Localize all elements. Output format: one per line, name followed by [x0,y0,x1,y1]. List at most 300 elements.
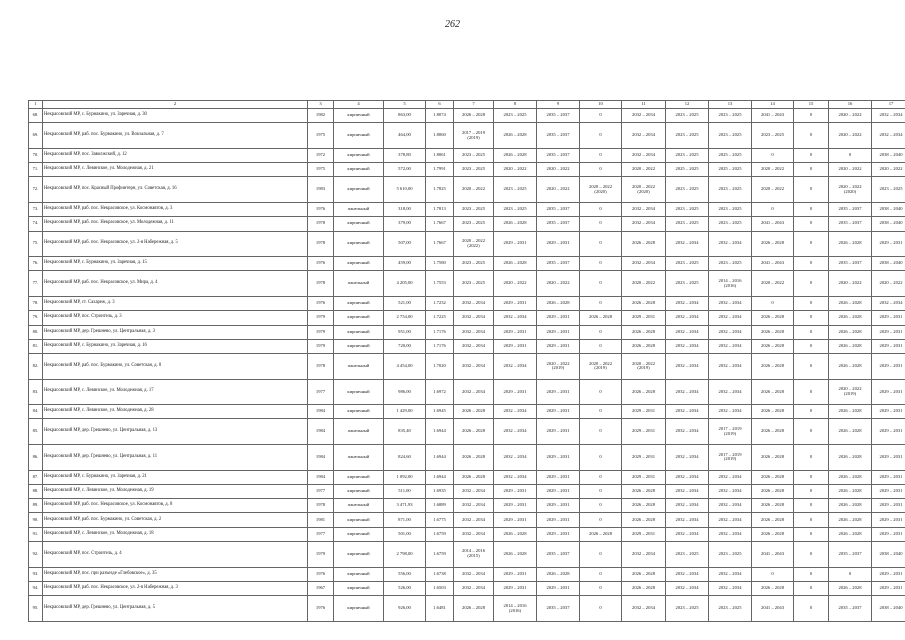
table-cell: 2023 – 2025 [494,202,537,216]
table-cell: 2032 – 2034 [709,499,752,513]
table-cell: 1967 [308,581,334,595]
row-number: 70. [29,148,43,162]
table-cell: 2026 – 2028 [454,470,494,484]
table-cell: 2029 – 2031 [872,339,905,353]
table-cell: 2032 – 2034 [709,513,752,527]
table-cell: 2032 – 2034 [622,109,666,123]
row-number: 73. [29,202,43,216]
table-cell: 0 [580,470,622,484]
table-cell: 2020 – 2022 [872,163,905,177]
table-cell: 2032 – 2034 [494,405,537,419]
table-cell: 2029 – 2031 [872,499,905,513]
table-cell: 1.7667 [426,231,454,257]
table-cell: 0 [794,231,829,257]
table-row [29,405,905,419]
table-cell: панельный [334,499,384,513]
table-cell: 2023 – 2025 [666,109,709,123]
table-cell: 2026 – 2028 [622,231,666,257]
table-cell: 2026 – 2028 [829,405,872,419]
table-cell: 1.6775 [426,513,454,527]
table-cell: 2029 – 2031 [872,325,905,339]
table-cell: 2029 – 2031 [872,513,905,527]
table-cell: 2029 – 2031 [537,484,580,498]
table-cell: 2032 – 2034 [494,445,537,471]
header-cell: 15 [794,101,829,109]
table-cell: 1.7225 [426,311,454,325]
table-cell: 2032 – 2034 [622,542,666,568]
table-cell: панельный [334,271,384,297]
table-cell: 2026 – 2028 [494,217,537,231]
table-cell: кирпичный [334,405,384,419]
table-cell: 2029 – 2031 [494,484,537,498]
table-cell: 2038 – 2040 [872,542,905,568]
table-cell: 0 [794,405,829,419]
table-cell: 0 [794,123,829,149]
table-cell: кирпичный [334,513,384,527]
row-number: 92. [29,542,43,568]
table-cell: 2023 – 2025 [454,217,494,231]
table-cell: 379,00 [384,217,426,231]
table-cell: 2020 – 2022 (2019) [580,354,622,380]
table-cell: 0 [752,148,794,162]
table-cell: 2029 – 2031 [872,470,905,484]
table-cell: 2020 – 2022 [622,163,666,177]
table-cell: 2026 – 2028 [829,470,872,484]
table-cell: 526,00 [384,581,426,595]
table-cell: панельный [334,445,384,471]
table-cell: 2029 – 2031 [872,484,905,498]
table-cell: 2032 – 2034 [454,581,494,595]
table-cell: 1984 [308,405,334,419]
page-number: 262 [445,19,460,30]
table-cell: 1976 [308,202,334,216]
table-cell: 1977 [308,527,334,541]
table-cell: 2035 – 2037 [537,109,580,123]
table-cell: 2029 – 2031 [537,513,580,527]
table-cell: 0 [794,109,829,123]
header-cell: 1 [29,101,43,109]
address-cell: Некрасовский МР, ст. Сахареж, д. 3 [43,296,308,310]
table-cell: 2026 – 2028 [454,109,494,123]
table-cell: 1.6738 [426,567,454,581]
table-cell: 1983 [308,177,334,203]
table-cell: 824,60 [384,445,426,471]
table-cell: 2026 – 2028 [752,339,794,353]
table-row [29,445,905,471]
address-cell: Некрасовский МР, раб. пос. Бурмакино, ул. Вокзальная, д. 7 [43,123,308,149]
table-cell: 1.7580 [426,257,454,271]
table-cell: 1.8074 [426,109,454,123]
table-cell: 2023 – 2025 [709,542,752,568]
table-cell: 2029 – 2031 [494,379,537,405]
table-cell: 2035 – 2037 [537,217,580,231]
table-row [29,527,905,541]
table-cell: 2032 – 2034 [622,257,666,271]
table-cell: 2020 – 2022 [454,177,494,203]
table-cell: 2032 – 2034 [454,484,494,498]
table-cell: 1.7232 [426,296,454,310]
table-cell: 0 [794,379,829,405]
row-number: 87. [29,470,43,484]
table-cell: 2026 – 2028 [622,567,666,581]
table-cell: 2029 – 2031 [537,325,580,339]
table-cell: 378,80 [384,148,426,162]
address-cell: Некрасовский МР, раб. пос. Некрасовское, ул. 2-я Набережная, д. 5 [43,231,308,257]
header-cell: 12 [666,101,709,109]
table-cell: 2032 – 2034 [709,311,752,325]
table-cell: 2026 – 2028 [494,527,537,541]
table-cell: 2032 – 2034 [494,311,537,325]
table-cell: 2026 – 2028 [537,296,580,310]
table-cell: 2026 – 2028 [622,325,666,339]
table-cell: 0 [580,596,622,622]
table-cell: 2025 – 2025 [709,148,752,162]
table-cell: кирпичный [334,379,384,405]
table-cell: 0 [580,513,622,527]
table-cell: 1975 [308,163,334,177]
table-cell: 2026 – 2028 [494,148,537,162]
table-cell: 0 [580,123,622,149]
table-cell: 0 [794,354,829,380]
header-cell: 4 [334,101,384,109]
table-cell: 986,00 [384,379,426,405]
table-cell: 2023 – 2025 [454,257,494,271]
table-cell: 2029 – 2031 [872,445,905,471]
row-number: 81. [29,339,43,353]
table-row [29,354,905,380]
table-cell: 2035 – 2037 [537,148,580,162]
table-row [29,484,905,498]
row-number: 90. [29,513,43,527]
address-cell: Некрасовский МР, раб. пос. Некрасовское, ул. Мира, д. 4 [43,271,308,297]
header-cell: 13 [709,101,752,109]
header-cell: 2 [43,101,308,109]
table-row [29,296,905,310]
table-cell: 572,00 [384,163,426,177]
table-row [29,499,905,513]
table-cell: 2032 – 2034 [709,581,752,595]
header-cell: 10 [580,101,622,109]
table-cell: 1.6481 [426,596,454,622]
table-cell: 0 [580,271,622,297]
table-cell: 2026 – 2028 [622,339,666,353]
table-cell: 2020 – 2022 (2019) [829,379,872,405]
table-row [29,109,905,123]
table-cell: 2032 – 2034 [454,499,494,513]
table-cell: 1976 [308,296,334,310]
table-cell: кирпичный [334,311,384,325]
address-cell: Некрасовский МР, раб. пос. Некрасовское, ул. Космонавтов, д. 3 [43,202,308,216]
address-cell: Некрасовский МР, пос. при разъезде «Глебовское», д. 35 [43,567,308,581]
row-number: 79. [29,311,43,325]
table-cell: 2032 – 2034 [872,296,905,310]
table-row [29,325,905,339]
table-row [29,123,905,149]
table-cell: 318,00 [384,202,426,216]
table-cell: 0 [794,202,829,216]
table-cell: 2029 – 2031 [494,339,537,353]
table-cell: 1978 [308,354,334,380]
table-cell: 1978 [308,499,334,513]
table-cell: 2038 – 2040 [872,257,905,271]
table-cell: 2038 – 2040 [872,217,905,231]
table-cell: 2035 – 2037 [829,257,872,271]
table-cell: 0 [794,470,829,484]
table-cell: 0 [794,542,829,568]
address-cell: Некрасовский МР, раб. пос. Некрасовское, ул. 2-я Набережная, д. 3 [43,581,308,595]
table-cell: 2026 – 2028 [829,513,872,527]
table-cell: 0 [794,325,829,339]
table-cell: 2020 – 2022 [752,163,794,177]
table-cell: 2020 – 2022 [829,123,872,149]
table-cell: 2032 – 2034 [666,311,709,325]
table-cell: кирпичный [334,581,384,595]
table-row [29,148,905,162]
table-cell: 1979 [308,325,334,339]
table-cell: 0 [794,445,829,471]
row-number: 82. [29,354,43,380]
row-number: 93. [29,567,43,581]
table-cell: 2023 – 2025 [666,177,709,203]
header-cell: 17 [872,101,905,109]
table-cell: 2026 – 2028 [752,527,794,541]
table-cell: 1977 [308,484,334,498]
table-cell: панельный [334,419,384,445]
table-cell: 926,00 [384,596,426,622]
table-cell: 1978 [308,271,334,297]
table-cell: 2038 – 2040 [872,202,905,216]
table-cell: 0 [794,513,829,527]
table-cell: 2020 – 2022 (2019) [622,354,666,380]
table-row [29,257,905,271]
table-cell: 0 [794,217,829,231]
table-cell: 2035 – 2037 [537,257,580,271]
table-row [29,311,905,325]
table-cell: 951,00 [384,325,426,339]
table-cell: 2023 – 2025 [709,596,752,622]
table-cell: 2029 – 2031 [494,296,537,310]
table-cell: 2020 – 2022 [537,163,580,177]
table-cell: 2032 – 2034 [494,470,537,484]
row-number: 72. [29,177,43,203]
table-cell: 0 [580,202,622,216]
table-cell: 1.6503 [426,581,454,595]
table-cell: 2032 – 2034 [454,311,494,325]
table-cell: 2029 – 2031 [872,567,905,581]
table-cell: 2026 – 2028 [752,499,794,513]
table-cell: 2020 – 2022 (2020) [829,177,872,203]
table-cell: 1976 [308,567,334,581]
header-cell: 5 [384,101,426,109]
table-cell: 2026 – 2028 [494,257,537,271]
table-cell: 2035 – 2037 [537,202,580,216]
header-cell: 9 [537,101,580,109]
address-cell: Некрасовский МР, с. Левинское, ул. Молодежная, д. 19 [43,484,308,498]
table-cell: 1.7667 [426,217,454,231]
table-cell: 2026 – 2028 [752,581,794,595]
table-row [29,339,905,353]
address-cell: Некрасовский МР, с. Левинское, ул. Молодежная, д. 18 [43,527,308,541]
table-cell: 0 [580,405,622,419]
table-cell: 2023 – 2025 [752,123,794,149]
table-cell: 2029 – 2031 [872,231,905,257]
address-cell: Некрасовский МР, раб. пос. Бурмакино, ул. Советская, д. 2 [43,513,308,527]
table-cell: 4 205,00 [384,271,426,297]
table-cell: кирпичный [334,567,384,581]
header-row [29,101,905,109]
table-cell: 2029 – 2031 [872,581,905,595]
table-cell: 2023 – 2025 [666,271,709,297]
table-cell: 2026 – 2028 [752,470,794,484]
table-cell: 2023 – 2025 [709,217,752,231]
row-number: 83. [29,379,43,405]
table-cell: 1.7825 [426,177,454,203]
table-cell: 0 [580,325,622,339]
table-cell: 2020 – 2022 [829,163,872,177]
address-cell: Некрасовский МР, пос. Строитель, д. 4 [43,542,308,568]
table-cell: 2032 – 2034 [666,325,709,339]
table-cell: 2029 – 2031 [872,354,905,380]
table-cell: 2032 – 2034 [872,109,905,123]
table-row [29,513,905,527]
table-cell: 2035 – 2037 [829,542,872,568]
table-cell: 2023 – 2025 [709,177,752,203]
address-cell: Некрасовский МР, с. Бурмакино, ул. Заречная, д. 30 [43,109,308,123]
row-number: 95. [29,596,43,622]
table-cell: 1.6944 [426,419,454,445]
table-cell: 2032 – 2034 [709,567,752,581]
table-cell: 2020 – 2022 (2022) [454,231,494,257]
table-cell: 2032 – 2034 [666,354,709,380]
header-cell: 11 [622,101,666,109]
table-cell: 1982 [308,109,334,123]
table-cell: 511,00 [384,484,426,498]
row-number: 76. [29,257,43,271]
table-cell: 2032 – 2034 [709,354,752,380]
table-cell: 2029 – 2031 [872,527,905,541]
table-cell: 2017 – 2019 (2019) [709,445,752,471]
table-cell: 0 [752,296,794,310]
table-cell: 2041 – 2043 [752,217,794,231]
table-cell: 2029 – 2031 [622,527,666,541]
table-cell: 2026 – 2028 [752,405,794,419]
table-cell: 2041 – 2043 [752,542,794,568]
table-cell: 2029 – 2031 [494,567,537,581]
table-cell: 2032 – 2034 [666,339,709,353]
table-cell: 3 471,93 [384,499,426,513]
table-cell: 1976 [308,257,334,271]
address-cell: Некрасовский МР, раб. пос. Некрасовское, ул. Молодежная, д. 11 [43,217,308,231]
table-cell: 2026 – 2028 [829,354,872,380]
table-cell: 2029 – 2031 [494,513,537,527]
address-cell: Некрасовский МР, пос. Заволжский, д. 12 [43,148,308,162]
table-cell: 1975 [308,123,334,149]
register-table [28,100,905,622]
table-cell: 0 [794,148,829,162]
table-cell: 556,00 [384,567,426,581]
table-cell: 2029 – 2031 [537,499,580,513]
row-number: 77. [29,271,43,297]
table-cell: 1972 [308,148,334,162]
table-cell: 2020 – 2022 [494,163,537,177]
table-cell: 2026 – 2028 [454,419,494,445]
table-cell: 2029 – 2031 [622,419,666,445]
table-cell: 2032 – 2034 [666,405,709,419]
table-row [29,177,905,203]
table-cell: 2023 – 2025 [709,257,752,271]
table-cell: 1981 [308,513,334,527]
table-cell: 4 454,00 [384,354,426,380]
table-cell: 2026 – 2028 [454,445,494,471]
table-cell: 2023 – 2025 [666,123,709,149]
table-cell: 2026 – 2028 [622,499,666,513]
table-cell: 2020 – 2022 (2019) [537,354,580,380]
table-cell: 2020 – 2022 [872,271,905,297]
table-cell: 1.7991 [426,163,454,177]
table-cell: 0 [794,484,829,498]
table-cell: 1.6759 [426,542,454,568]
table-row [29,470,905,484]
table-cell: 2 798,00 [384,542,426,568]
table-cell: 871,00 [384,513,426,527]
table-cell: 1.8061 [426,148,454,162]
table-cell: 2026 – 2028 [622,484,666,498]
table-cell: 2032 – 2034 [666,470,709,484]
table-cell: 2023 – 2025 [666,217,709,231]
table-cell: 2026 – 2028 [454,596,494,622]
table-cell: 521,00 [384,296,426,310]
table-cell: 2023 – 2025 [494,109,537,123]
table-cell: 1977 [308,379,334,405]
header-cell: 6 [426,101,454,109]
table-cell: 2032 – 2034 [622,202,666,216]
table-cell: 0 [580,445,622,471]
table-cell: 1984 [308,445,334,471]
table-cell: 2026 – 2028 [829,325,872,339]
table-cell: 0 [580,148,622,162]
table-cell: 2023 – 2025 [872,177,905,203]
table-cell: 0 [794,177,829,203]
table-cell: 1 429,00 [384,405,426,419]
table-row [29,581,905,595]
table-cell: 2032 – 2034 [454,325,494,339]
table-cell: 2029 – 2031 [494,499,537,513]
table-cell: 2029 – 2031 [537,379,580,405]
table-cell: 2029 – 2031 [872,379,905,405]
table-cell: 507,00 [384,231,426,257]
table-cell: 2032 – 2034 [454,339,494,353]
table-cell: 1978 [308,217,334,231]
table-cell: 2026 – 2028 [752,419,794,445]
row-number: 88. [29,484,43,498]
table-body [29,101,905,622]
table-cell: 2020 – 2022 [494,271,537,297]
table-cell: 2026 – 2028 [752,513,794,527]
table-cell: 2032 – 2034 [666,499,709,513]
table-cell: 501,00 [384,527,426,541]
table-cell: 0 [752,202,794,216]
table-cell: кирпичный [334,217,384,231]
table-cell: 2023 – 2025 [666,148,709,162]
row-number: 85. [29,419,43,445]
table-cell: 2029 – 2031 [872,311,905,325]
address-cell: Некрасовский МР, дер. Грешнево, ул. Центральная, д. 5 [43,596,308,622]
table-cell: 0 [580,163,622,177]
table-cell: 2026 – 2028 [829,445,872,471]
table-cell: кирпичный [334,542,384,568]
table-cell: 2032 – 2034 [454,379,494,405]
table-cell: 2029 – 2031 [622,470,666,484]
